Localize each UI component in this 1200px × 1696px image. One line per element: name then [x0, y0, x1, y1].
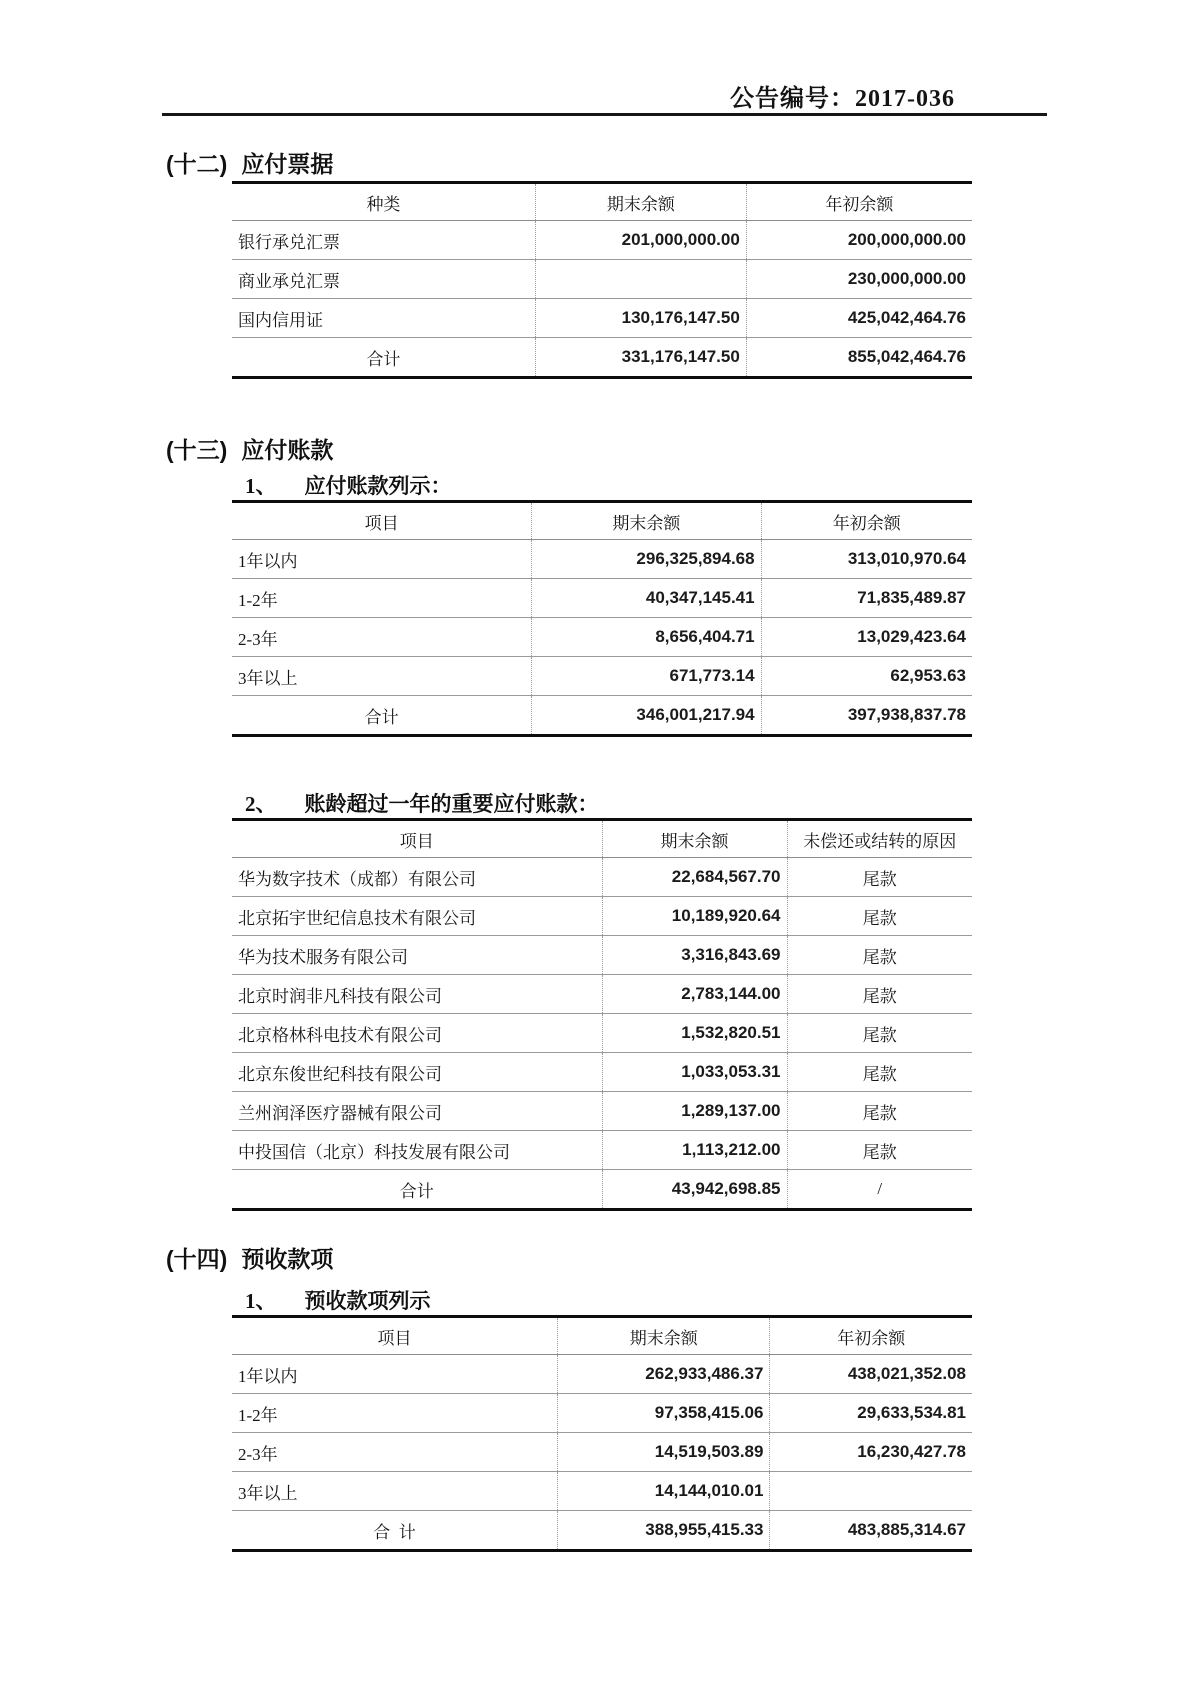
cell-reason: 尾款 [787, 897, 972, 936]
subsection-heading-13-1 [245, 470, 452, 500]
cell-item: 兰州润泽医疗器械有限公司 [232, 1092, 602, 1131]
cell-item: 华为数字技术（成都）有限公司 [232, 858, 602, 897]
table-row [232, 579, 972, 618]
cell-end: 201,000,000.00 [535, 221, 746, 260]
table-row [232, 1394, 972, 1433]
table-row [232, 221, 972, 260]
cell-end: 346,001,217.94 [532, 696, 761, 736]
cell-begin: 483,885,314.67 [770, 1511, 972, 1551]
col-header-end: 期末余额 [535, 183, 746, 221]
cell-end: 296,325,894.68 [532, 540, 761, 579]
col-header-item: 项目 [232, 820, 602, 858]
subsection-number: 2、 [245, 792, 277, 816]
cell-end: 1,033,053.31 [602, 1053, 787, 1092]
cell-item: 北京格林科电技术有限公司 [232, 1014, 602, 1053]
col-header-end: 期末余额 [602, 820, 787, 858]
col-header-begin: 年初余额 [746, 183, 972, 221]
subsection-heading-14-1 [245, 1285, 431, 1315]
table-header-row [232, 1317, 972, 1355]
section-heading-12 [166, 146, 333, 179]
cell-begin: 16,230,427.78 [770, 1433, 972, 1472]
advances-received-table [232, 1315, 972, 1552]
col-header-item: 项目 [232, 502, 532, 540]
subsection-number: 1、 [245, 1289, 277, 1313]
cell-begin: 313,010,970.64 [761, 540, 972, 579]
cell-reason: 尾款 [787, 858, 972, 897]
cell-item: 合 计 [232, 1511, 558, 1551]
cell-end: 43,942,698.85 [602, 1170, 787, 1210]
cell-end: 1,289,137.00 [602, 1092, 787, 1131]
cell-end [535, 260, 746, 299]
table-row [232, 975, 972, 1014]
cell-end: 388,955,415.33 [558, 1511, 770, 1551]
table-header-row [232, 502, 972, 540]
cell-item: 3年以上 [232, 657, 532, 696]
table-row [232, 657, 972, 696]
cell-item: 合计 [232, 338, 535, 378]
cell-end: 130,176,147.50 [535, 299, 746, 338]
subsection-title: 应付账款列示： [304, 475, 452, 498]
table-row [232, 1131, 972, 1170]
cell-item: 北京拓宇世纪信息技术有限公司 [232, 897, 602, 936]
cell-end: 40,347,145.41 [532, 579, 761, 618]
table-row [232, 1472, 972, 1511]
table-header-row [232, 183, 972, 221]
table-row [232, 260, 972, 299]
section-heading-14 [166, 1241, 333, 1274]
cell-item: 合计 [232, 1170, 602, 1210]
cell-end: 262,933,486.37 [558, 1355, 770, 1394]
cell-reason: 尾款 [787, 1053, 972, 1092]
cell-item: 3年以上 [232, 1472, 558, 1511]
table-row [232, 1355, 972, 1394]
cell-item: 2-3年 [232, 1433, 558, 1472]
important-accounts-payable-table [232, 818, 972, 1211]
col-header-reason: 未偿还或结转的原因 [787, 820, 972, 858]
cell-item: 1-2年 [232, 1394, 558, 1433]
cell-item: 商业承兑汇票 [232, 260, 535, 299]
col-header-begin: 年初余额 [770, 1317, 972, 1355]
cell-end: 14,144,010.01 [558, 1472, 770, 1511]
cell-begin: 230,000,000.00 [746, 260, 972, 299]
cell-end: 671,773.14 [532, 657, 761, 696]
cell-begin: 13,029,423.64 [761, 618, 972, 657]
cell-end: 1,532,820.51 [602, 1014, 787, 1053]
section-heading-13 [166, 432, 333, 465]
cell-end: 2,783,144.00 [602, 975, 787, 1014]
header-rule [162, 113, 1047, 116]
cell-item: 1年以内 [232, 1355, 558, 1394]
subsection-title: 预收款项列示 [304, 1290, 431, 1313]
subsection-heading-13-2 [245, 788, 599, 818]
cell-begin: 200,000,000.00 [746, 221, 972, 260]
table-total-row [232, 696, 972, 736]
section-title: 应付账款 [241, 437, 334, 463]
table-row [232, 299, 972, 338]
cell-item: 银行承兑汇票 [232, 221, 535, 260]
cell-begin: 425,042,464.76 [746, 299, 972, 338]
cell-begin: 71,835,489.87 [761, 579, 972, 618]
cell-reason: 尾款 [787, 936, 972, 975]
table-row [232, 540, 972, 579]
cell-begin: 29,633,534.81 [770, 1394, 972, 1433]
cell-end: 97,358,415.06 [558, 1394, 770, 1433]
table-row [232, 936, 972, 975]
section-title: 预收款项 [241, 1246, 334, 1272]
cell-end: 22,684,567.70 [602, 858, 787, 897]
accounts-payable-aging-table [232, 500, 972, 737]
col-header-end: 期末余额 [532, 502, 761, 540]
table-row [232, 1092, 972, 1131]
table-row [232, 1053, 972, 1092]
table-total-row [232, 1170, 972, 1210]
table-row [232, 1433, 972, 1472]
cell-reason: 尾款 [787, 975, 972, 1014]
table-row [232, 858, 972, 897]
table-total-row [232, 1511, 972, 1551]
cell-item: 华为技术服务有限公司 [232, 936, 602, 975]
table-row [232, 1014, 972, 1053]
cell-begin: 855,042,464.76 [746, 338, 972, 378]
cell-item: 合计 [232, 696, 532, 736]
cell-reason: 尾款 [787, 1014, 972, 1053]
cell-begin: 397,938,837.78 [761, 696, 972, 736]
section-number: (十四) [166, 1246, 228, 1272]
table-row [232, 897, 972, 936]
table-row [232, 618, 972, 657]
payable-notes-table [232, 181, 972, 379]
cell-end: 10,189,920.64 [602, 897, 787, 936]
cell-item: 国内信用证 [232, 299, 535, 338]
cell-reason: 尾款 [787, 1131, 972, 1170]
section-title: 应付票据 [241, 151, 334, 177]
cell-item: 北京东俊世纪科技有限公司 [232, 1053, 602, 1092]
cell-end: 8,656,404.71 [532, 618, 761, 657]
cell-begin: 438,021,352.08 [770, 1355, 972, 1394]
table-header-row [232, 820, 972, 858]
cell-item: 1-2年 [232, 579, 532, 618]
subsection-title: 账龄超过一年的重要应付账款： [304, 793, 599, 816]
col-header-begin: 年初余额 [761, 502, 972, 540]
cell-end: 3,316,843.69 [602, 936, 787, 975]
cell-reason: 尾款 [787, 1092, 972, 1131]
cell-end: 14,519,503.89 [558, 1433, 770, 1472]
col-header-item: 种类 [232, 183, 535, 221]
section-number: (十三) [166, 437, 228, 463]
cell-begin: 62,953.63 [761, 657, 972, 696]
section-number: (十二) [166, 151, 228, 177]
subsection-number: 1、 [245, 474, 277, 498]
cell-end: 331,176,147.50 [535, 338, 746, 378]
cell-reason: / [787, 1170, 972, 1210]
cell-item: 1年以内 [232, 540, 532, 579]
col-header-end: 期末余额 [558, 1317, 770, 1355]
table-total-row [232, 338, 972, 378]
cell-item: 北京时润非凡科技有限公司 [232, 975, 602, 1014]
col-header-item: 项目 [232, 1317, 558, 1355]
cell-item: 中投国信（北京）科技发展有限公司 [232, 1131, 602, 1170]
cell-begin [770, 1472, 972, 1511]
cell-end: 1,113,212.00 [602, 1131, 787, 1170]
doc-number: 公告编号：2017-036 [730, 86, 955, 112]
cell-item: 2-3年 [232, 618, 532, 657]
